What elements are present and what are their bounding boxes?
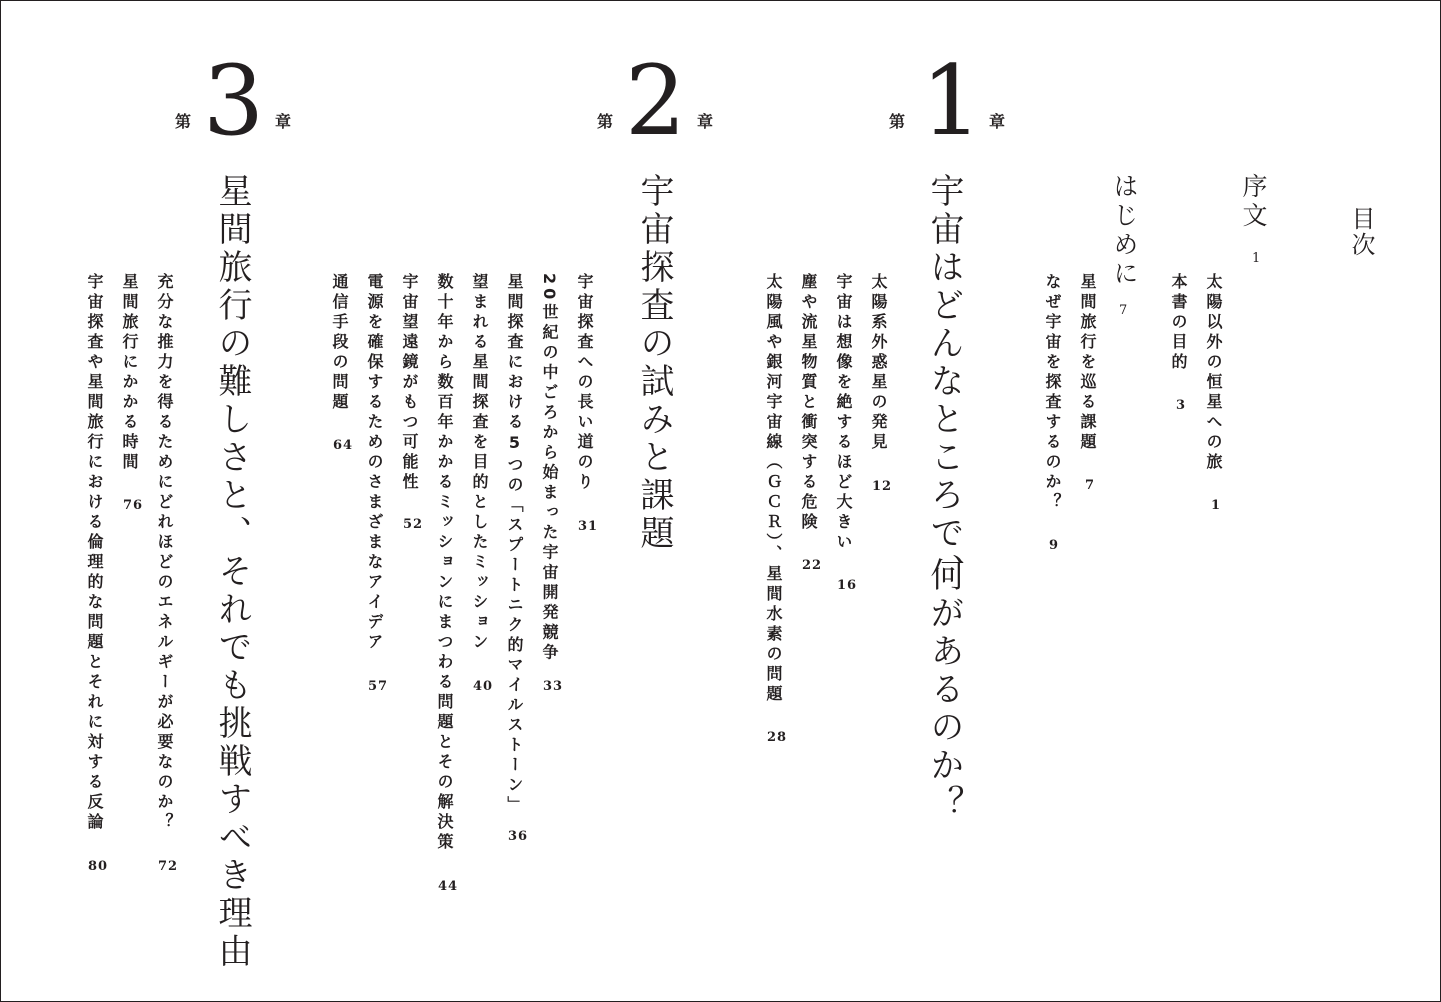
section-title: 星間探査における5つの「スプートニク的マイルストーン」 (505, 273, 524, 816)
chapter-2-label-prefix: 第 (597, 112, 614, 131)
section-title: 通信手段の問題 (330, 273, 349, 413)
chapter-1-label-suffix: 章 (989, 112, 1006, 131)
chapter-2-number: 2 (625, 45, 687, 157)
section-page: 28 (767, 730, 788, 745)
toc-title: 目次 (1347, 206, 1375, 258)
preface-section-title: 本書の目的 (1169, 273, 1188, 373)
section-page: 16 (837, 578, 858, 593)
chapter-3-label-prefix: 第 (175, 112, 192, 131)
section-page: 40 (473, 679, 494, 694)
section-title: 星間旅行にかかる時間 (120, 273, 139, 473)
section-page: 80 (88, 859, 109, 874)
chapter-1-title-line1: 宇宙はどんなところで、 (924, 173, 964, 591)
section-page: 76 (123, 498, 144, 513)
section-page: 31 (578, 519, 599, 534)
section-title: 宇宙探査への長い道のり (575, 273, 594, 493)
section-title: 宇宙望遠鏡がもつ可能性 (400, 273, 419, 493)
preface-page: 1 (1252, 251, 1261, 266)
section-title: 宇宙は想像を絶するほど大きい (834, 273, 853, 553)
preface-title: 序文 (1239, 173, 1268, 231)
preface-section-page: 1 (1211, 498, 1222, 513)
section-page: 22 (802, 558, 823, 573)
section-title: 望まれる星間探査を目的としたミッション (470, 273, 489, 653)
chapter-1-number: 1 (921, 45, 983, 157)
chapter-1-label-prefix: 第 (889, 112, 906, 131)
section-title: 充分な推力を得るためにどれほどのエネルギーが必要なのか？ (155, 273, 174, 833)
section-page: 57 (368, 679, 389, 694)
section-title: 塵や流星物質と衝突する危険 (799, 273, 818, 533)
preface-section-page: 3 (1176, 398, 1187, 413)
chapter-2-label-suffix: 章 (697, 112, 714, 131)
intro-page: 7 (1119, 303, 1128, 318)
chapter-3-label-suffix: 章 (275, 112, 292, 131)
chapter-3-title: 星間旅行の難しさと、それでも挑戦すべき理由 (212, 173, 252, 971)
chapter-2-title: 宇宙探査の試みと課題 (634, 173, 674, 553)
section-title: 電源を確保するためのさまざまなアイデア (365, 273, 384, 653)
section-title: 20世紀の中ごろから始まった宇宙開発競争 (540, 273, 559, 664)
section-page: 64 (333, 438, 354, 453)
section-page: 52 (403, 517, 424, 532)
section-title: 宇宙探査や星間旅行における倫理的な問題とそれに対する反論 (85, 273, 104, 833)
intro-section-title: なぜ宇宙を探査するのか？ (1043, 273, 1062, 513)
intro-section-page: 9 (1049, 538, 1060, 553)
section-title: 数十年から数百年かかるミッションにまつわる問題とその解決策 (435, 273, 454, 853)
section-page: 36 (508, 829, 529, 844)
section-title: 太陽系外惑星の発見 (869, 273, 888, 453)
chapter-1-title-line2: 何があるのか？ (924, 557, 964, 823)
section-page: 33 (543, 679, 564, 694)
chapter-3-number: 3 (203, 45, 265, 157)
intro-title: はじめに (1110, 173, 1139, 289)
section-title: 太陽風や銀河宇宙線（ＧＣＲ）、星間水素の問題 (764, 273, 783, 705)
section-page: 72 (158, 859, 179, 874)
intro-section-title: 星間旅行を巡る課題 (1078, 273, 1097, 453)
section-page: 44 (438, 879, 459, 894)
preface-section-title: 太陽以外の恒星への旅 (1204, 273, 1223, 473)
section-page: 12 (872, 479, 893, 494)
intro-section-page: 7 (1085, 478, 1096, 493)
